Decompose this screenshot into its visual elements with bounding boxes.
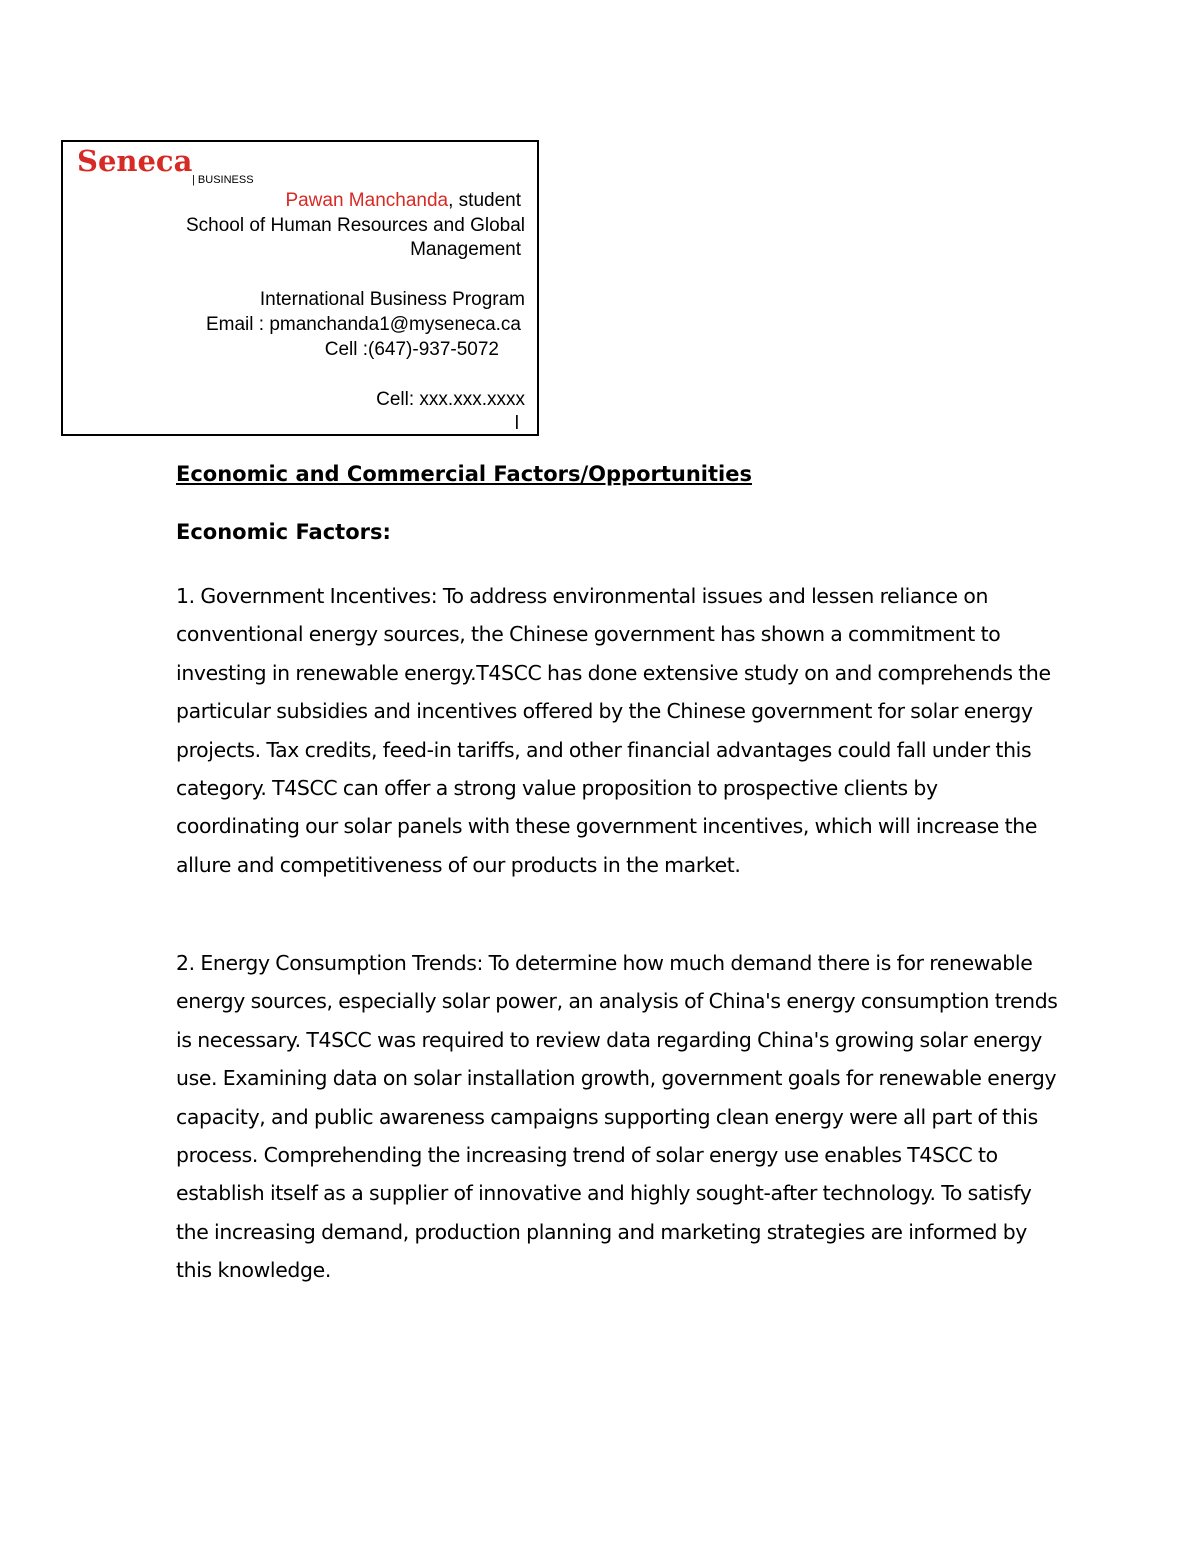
school-line-1: School of Human Resources and Global <box>185 215 525 236</box>
logo-subtitle: | BUSINESS <box>192 174 254 186</box>
seneca-logo: Seneca <box>77 144 193 178</box>
school-line-2: Management <box>410 239 521 260</box>
student-name: Pawan Manchanda <box>285 190 449 211</box>
paragraph-energy-consumption: 2. Energy Consumption Trends: To determine how much demand there is for renewable energy sources, especially solar power, an analysis of China's energy consumption trends is necessary. T4SCC was required to review data regarding China's growing solar energy use. Examining data on solar installation growth, government goals for renewable energy capacity, and public awareness campaigns supporting clean energy were all part of this process. Comprehending the increasing trend of solar energy use enables T4SCC to establish itself as a supplier of innovative and highly sought-after technology. To satisfy the increasing demand, production planning and marketing strategies are informed by this knowledge. <box>176 951 1058 1283</box>
email-line: Email : pmanchanda1@myseneca.ca <box>205 314 521 335</box>
cell-line: Cell :(647)-937-5072 <box>324 339 499 360</box>
cell-placeholder-line: Cell: xxx.xxx.xxxx <box>376 389 525 410</box>
trailing-mark: l <box>514 413 519 434</box>
student-role: , student <box>448 190 521 211</box>
student-name-line <box>285 189 521 213</box>
program-line: International Business Program <box>259 289 525 310</box>
business-card <box>61 140 539 436</box>
document-title: Economic and Commercial Factors/Opportunities <box>176 462 752 486</box>
paragraph-government-incentives: 1. Government Incentives: To address environmental issues and lessen reliance on conventional energy sources, the Chinese government has shown a commitment to investing in renewable energy.T4SCC has done extensive study on and comprehends the particular subsidies and incentives offered by the Chinese government for solar energy projects. Tax credits, feed-in tariffs, and other financial advantages could fall under this category. T4SCC can offer a strong value proposition to prospective clients by coordinating our solar panels with these government incentives, which will increase the allure and competitiveness of our products in the market. <box>176 584 1051 877</box>
section-heading: Economic Factors: <box>176 520 391 544</box>
